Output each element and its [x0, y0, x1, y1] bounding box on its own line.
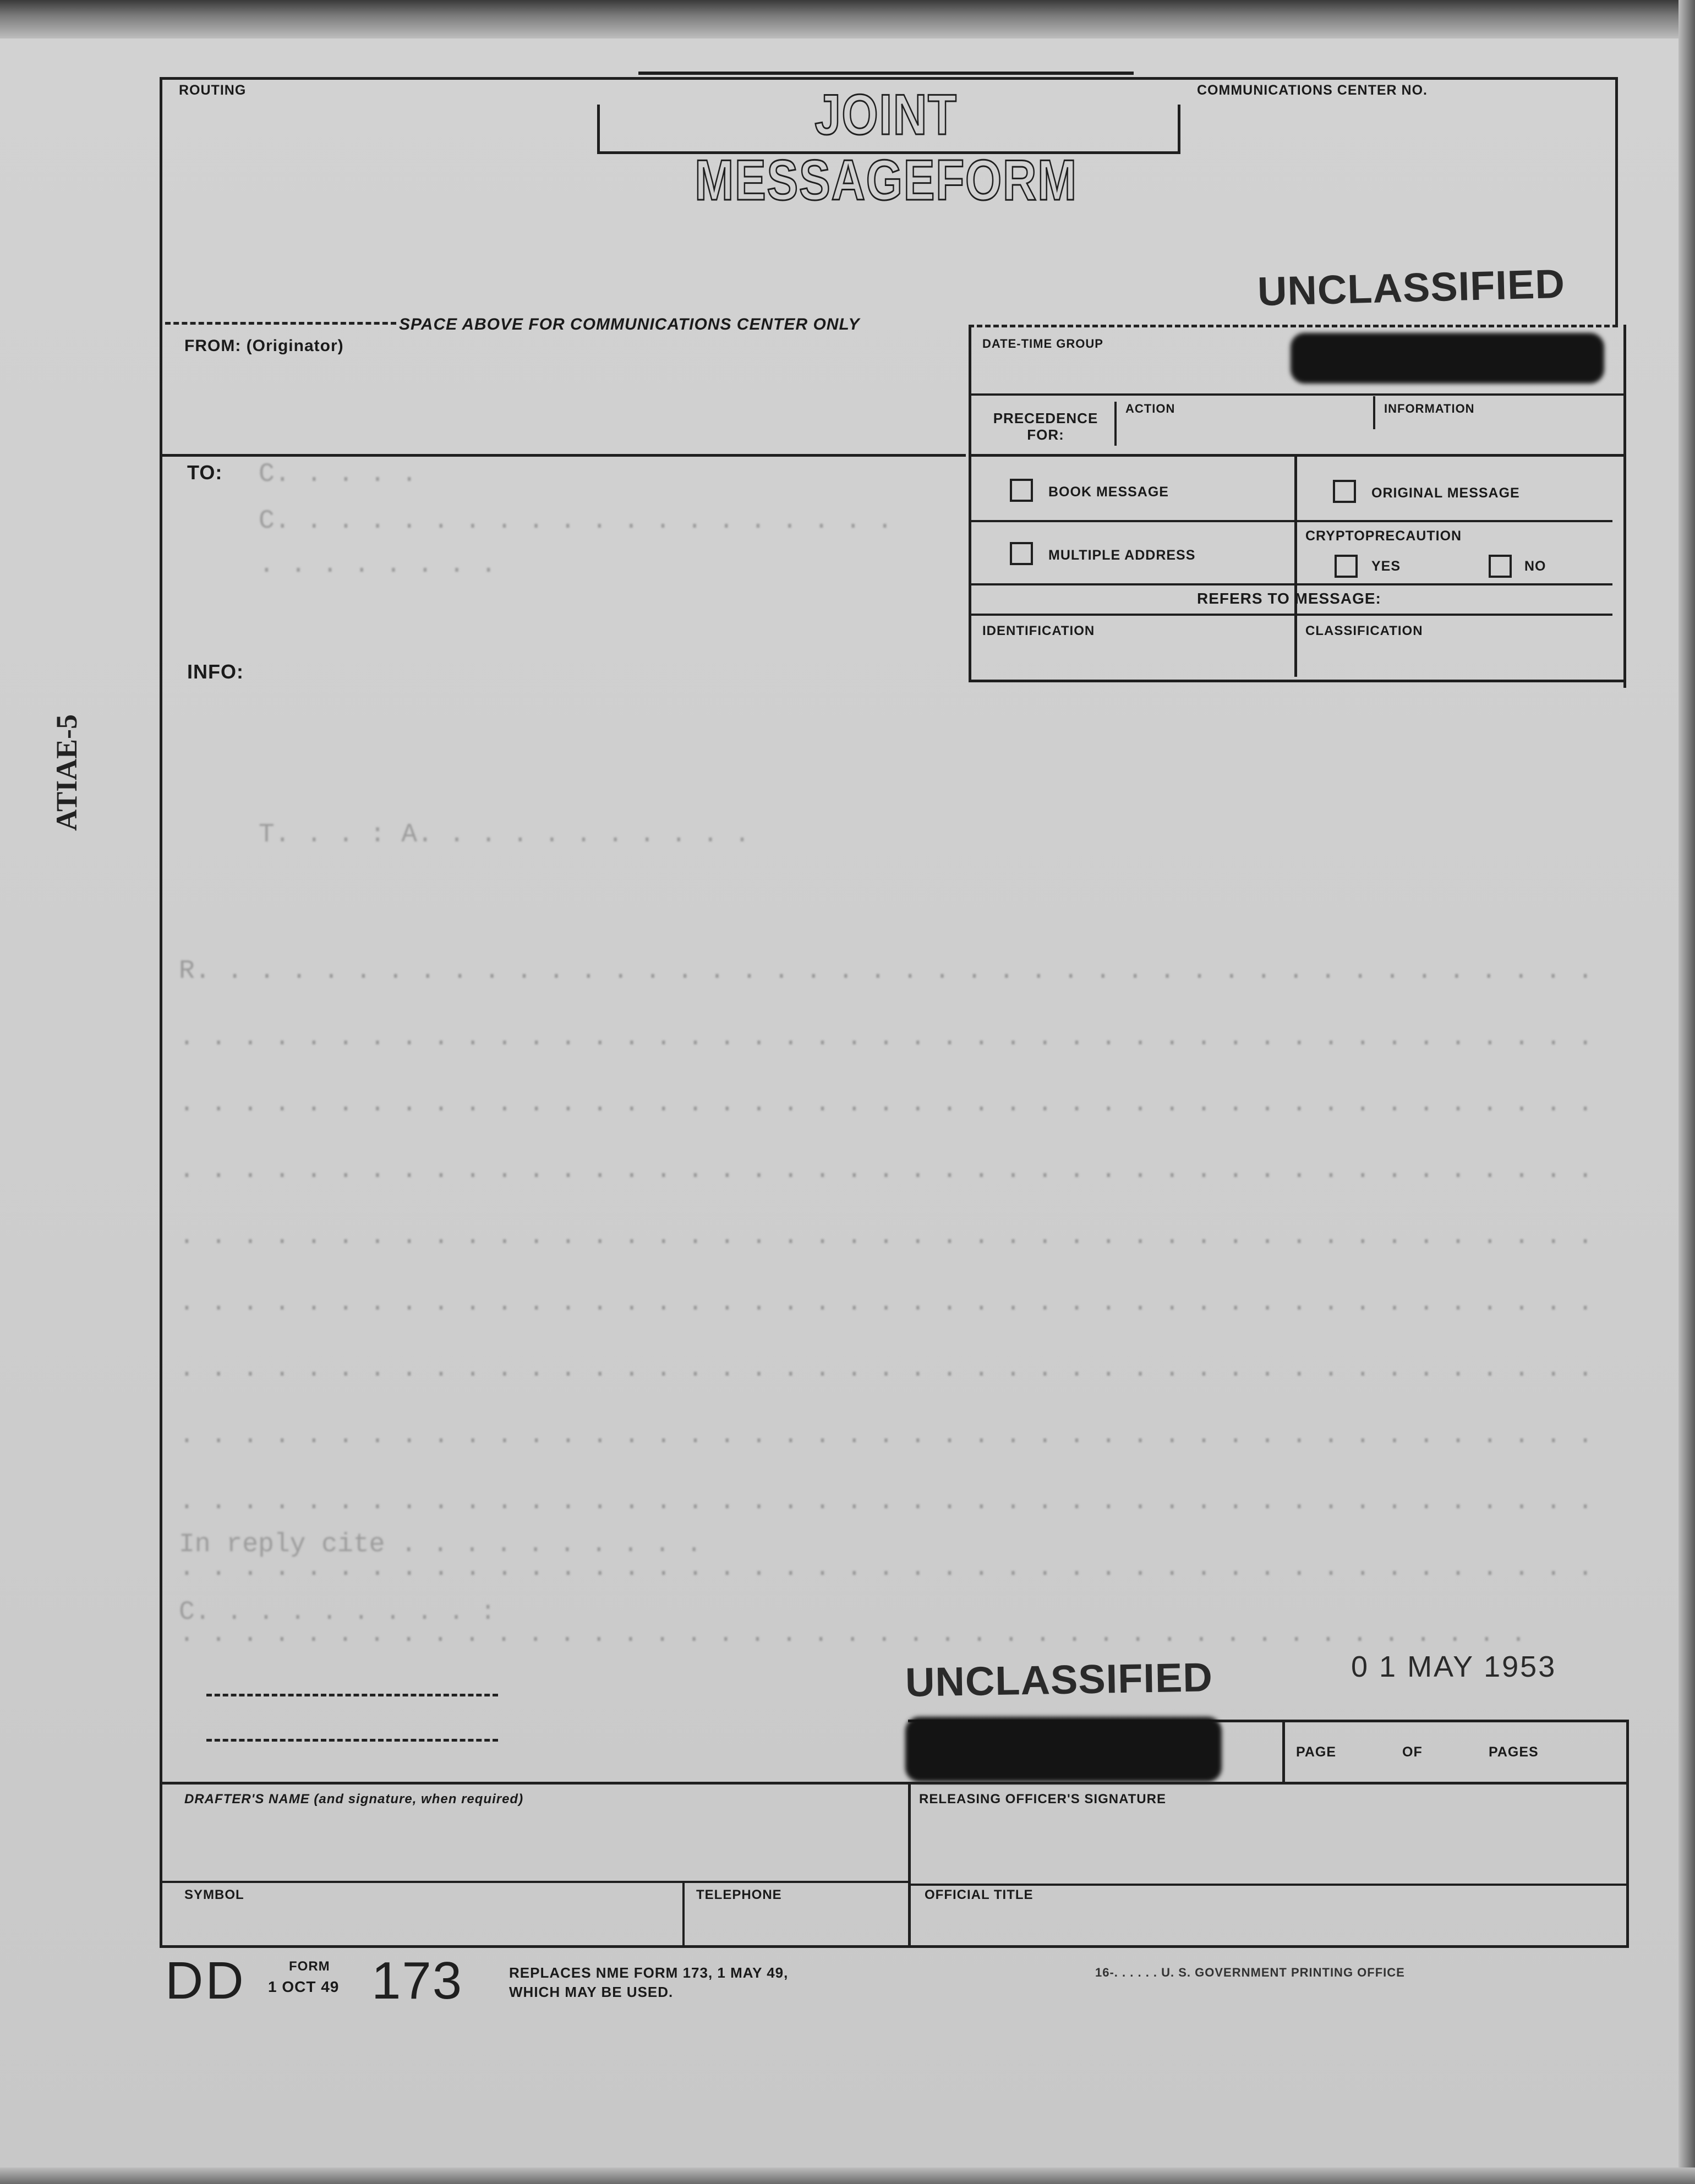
- checkbox-row-divider: [971, 520, 1612, 522]
- printing-office-line: 16-. . . . . . U. S. GOVERNMENT PRINTING OFFICE: [1095, 1966, 1405, 1979]
- signature-dash-1: [206, 1694, 498, 1696]
- form-border-right-mid: [1623, 325, 1626, 688]
- to-label: TO:: [187, 461, 223, 484]
- precedence-label: PRECEDENCE FOR:: [993, 410, 1098, 443]
- page-divider: [1282, 1722, 1285, 1783]
- right-block-left: [969, 327, 971, 682]
- comm-center-label: COMMUNICATIONS CENTER NO.: [1197, 83, 1428, 98]
- scan-edge-right: [1678, 0, 1695, 2184]
- identification-label: IDENTIFICATION: [982, 623, 1095, 638]
- form-word: FORM: [289, 1959, 330, 1974]
- message-body: R. . . . . . . . . . . . . . . . . . . . . . . . . . . . . . . . . . . . . . . . . . . . . . . . . . . . . . . . . . . . . . . . . . . . . . . . . . . . . . . . . . . . . . . . . . . . . . . . . . . . . . . . . . . . . . . . . . . . . . . . . . . . . . . . . . . . . . . . . . . . . . . . . . . . . . . . . . . . . . . . . . . . . . . . . . . . . . . . . . . . . . . . . . . . . . . . . . . . . . . . . . . . . . . . . . . . . . . . . . . . . . . . . . . . . . . . . . . . . . . . . . . . . . . . . . . . . . . . . . . . . . . . . . . . . . . . . . . . . . . . . . . . . . . . . . . . . . . . . . . . . . . . . . . . . . . . . . . . . . . . . . . . . . . . . . . . . . . . . . . . . . . . . . . . . . . . . . . . . . . . . . . . . . . . . . . . . . . . . . . . . . . . . . . . . . . . . . . . . . . . . . . . . . . . . . . . . . . . . . . . . . . . . . . . . . . . . . . . . . . . . . . . . . . . . . . . . . . . . . . . . . . . . . . . . . . . . . . . . . . . . . . . . . . . . . . .: [179, 956, 1593, 1649]
- refers-bottom-divider: [971, 614, 1612, 616]
- comm-divider-left: [165, 322, 396, 325]
- redaction-footer: [905, 1717, 1222, 1782]
- from-to-divider: [162, 454, 966, 457]
- form-title: JOINT MESSAGEFORM: [695, 83, 1078, 212]
- space-above-note: SPACE ABOVE FOR COMMUNICATIONS CENTER ONLY: [399, 315, 860, 333]
- telephone-divider: [682, 1882, 685, 1945]
- replaces-line-1: REPLACES NME FORM 173, 1 MAY 49,: [509, 1964, 789, 1981]
- form-number: 173: [371, 1951, 463, 2010]
- cryptoprecaution-label: CRYPTOPRECAUTION: [1305, 528, 1462, 544]
- classification-stamp-bottom: UNCLASSIFIED: [905, 1654, 1213, 1705]
- crypto-no-label: NO: [1524, 559, 1546, 574]
- crypto-no-checkbox[interactable]: [1489, 555, 1512, 578]
- footer-row-line: [162, 1782, 1629, 1785]
- official-title-label: OFFICIAL TITLE: [925, 1887, 1034, 1902]
- multiple-address-label: MULTIPLE ADDRESS: [1048, 548, 1196, 563]
- form-border-right-lower: [1626, 1722, 1629, 1948]
- official-title-top-line: [911, 1884, 1626, 1886]
- page-label: PAGE: [1296, 1744, 1336, 1760]
- form-border-right-upper: [1615, 77, 1618, 327]
- signature-dash-2: [206, 1739, 498, 1742]
- refers-top-divider: [971, 583, 1612, 585]
- action-label: ACTION: [1125, 402, 1175, 415]
- of-label: OF: [1402, 1744, 1423, 1760]
- symbol-top-line: [162, 1881, 908, 1883]
- comm-divider-right: [969, 325, 1618, 327]
- title-box-right: [1178, 105, 1180, 154]
- crypto-yes-label: YES: [1371, 559, 1401, 574]
- form-date: 1 OCT 49: [268, 1978, 340, 1995]
- scan-edge-top: [0, 0, 1695, 39]
- footer-col-divider: [908, 1785, 911, 1947]
- information-label: INFORMATION: [1384, 402, 1475, 415]
- symbol-label: SYMBOL: [184, 1887, 244, 1902]
- original-message-label: ORIGINAL MESSAGE: [1371, 485, 1520, 501]
- reply-line: In reply cite . . . . . . . . . .: [179, 1530, 702, 1559]
- date-stamp: 0 1 MAY 1953: [1351, 1650, 1557, 1683]
- checkbox-col-divider: [1294, 457, 1297, 677]
- precedence-bottom: [971, 454, 1626, 457]
- title-box-left: [597, 105, 600, 154]
- book-message-checkbox[interactable]: [1010, 479, 1033, 502]
- to-line-2: C. . . . . . . . . . . . . . . . . . . .: [259, 506, 893, 536]
- from-label: FROM: (Originator): [184, 337, 344, 355]
- crypto-yes-checkbox[interactable]: [1335, 555, 1358, 578]
- precedence-divider: [1114, 402, 1117, 446]
- title-box-top: [638, 72, 1134, 75]
- form-border-top: [160, 77, 1618, 80]
- margin-routing-note: ATIAE-5: [50, 714, 83, 831]
- refers-to-label: REFERS TO MESSAGE:: [1197, 590, 1381, 607]
- classification-label: CLASSIFICATION: [1305, 623, 1423, 638]
- date-time-group-label: DATE-TIME GROUP: [982, 337, 1103, 351]
- subject-line: T. . . : A. . . . . . . . . . .: [259, 820, 750, 850]
- replaces-line-2: WHICH MAY BE USED.: [509, 1984, 674, 2000]
- dtg-divider: [971, 393, 1623, 396]
- to-line-1: C. . . . .: [259, 459, 418, 489]
- info-label: INFO:: [187, 660, 244, 683]
- closing-line: C. . . . . . . . . :: [179, 1597, 496, 1627]
- form-border-bottom: [160, 1945, 1629, 1948]
- routing-label: ROUTING: [179, 83, 247, 98]
- pages-label: PAGES: [1489, 1744, 1539, 1760]
- scan-edge-bottom: [0, 2167, 1695, 2184]
- form-dd: DD: [165, 1951, 246, 2010]
- telephone-label: TELEPHONE: [696, 1887, 782, 1902]
- form-border-left: [160, 77, 162, 1948]
- book-message-label: BOOK MESSAGE: [1048, 484, 1169, 500]
- classification-stamp-top: UNCLASSIFIED: [1257, 260, 1566, 315]
- drafter-label: DRAFTER'S NAME (and signature, when required): [184, 1792, 524, 1807]
- right-block-bottom: [969, 680, 1626, 682]
- redaction-dtg: [1291, 333, 1604, 384]
- multiple-address-checkbox[interactable]: [1010, 542, 1033, 565]
- releasing-officer-label: RELEASING OFFICER'S SIGNATURE: [919, 1792, 1166, 1807]
- original-message-checkbox[interactable]: [1333, 480, 1356, 503]
- to-line-3: . . . . . . . .: [259, 550, 497, 580]
- action-info-divider: [1373, 396, 1375, 429]
